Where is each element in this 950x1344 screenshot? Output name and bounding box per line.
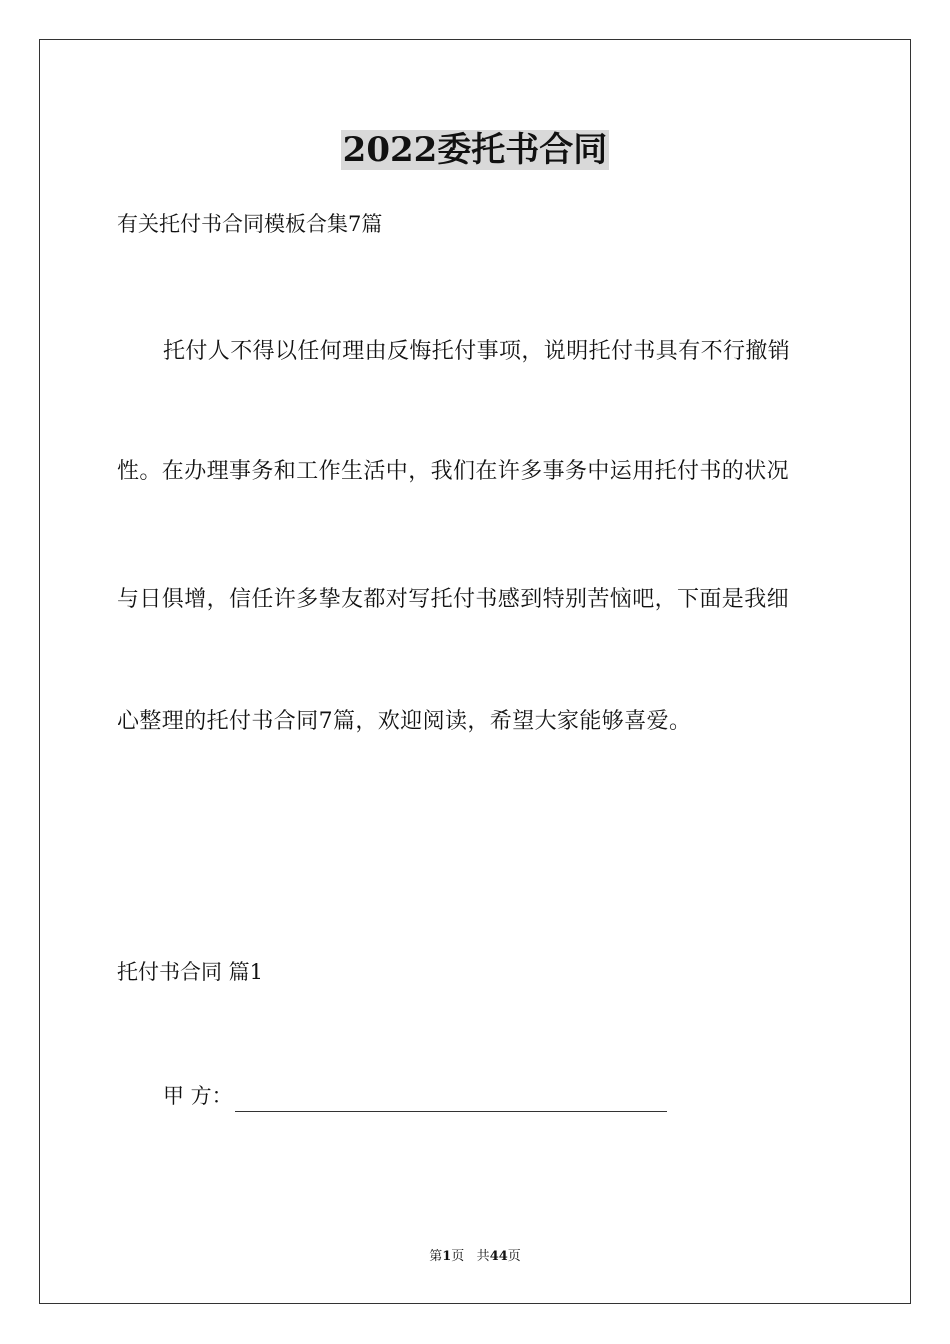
page-footer (0, 1248, 950, 1266)
document-title-text: 2022委托书合同 (342, 130, 608, 170)
footer-page-suffix: 页 (451, 1249, 465, 1264)
party-a-field (163, 1080, 667, 1112)
footer-page-number: 1 (442, 1249, 452, 1264)
intro-paragraph-line-3: 与日俱增，信任许多挚友都对写托付书感到特别苦恼吧，下面是我细 (117, 587, 790, 612)
intro-paragraph-line-1: 托付人不得以任何理由反悔托付事项，说明托付书具有不行撤销 (163, 339, 791, 364)
section-heading: 托付书合同 篇1 (117, 960, 264, 984)
intro-paragraph-line-2: 性。在办理事务和工作生活中，我们在许多事务中运用托付书的状况 (117, 459, 790, 484)
party-a-label: 甲 方： (163, 1084, 233, 1108)
document-title (0, 128, 950, 172)
footer-page-prefix: 第 (429, 1249, 443, 1264)
party-a-blank-line (235, 1089, 667, 1112)
footer-total-prefix: 共 (476, 1249, 490, 1264)
document-subtitle: 有关托付书合同模板合集7篇 (117, 212, 383, 236)
footer-total-pages: 44 (489, 1249, 508, 1264)
intro-paragraph-line-4: 心整理的托付书合同7篇，欢迎阅读，希望大家能够喜爱。 (117, 709, 692, 734)
footer-total-suffix: 页 (507, 1249, 521, 1264)
